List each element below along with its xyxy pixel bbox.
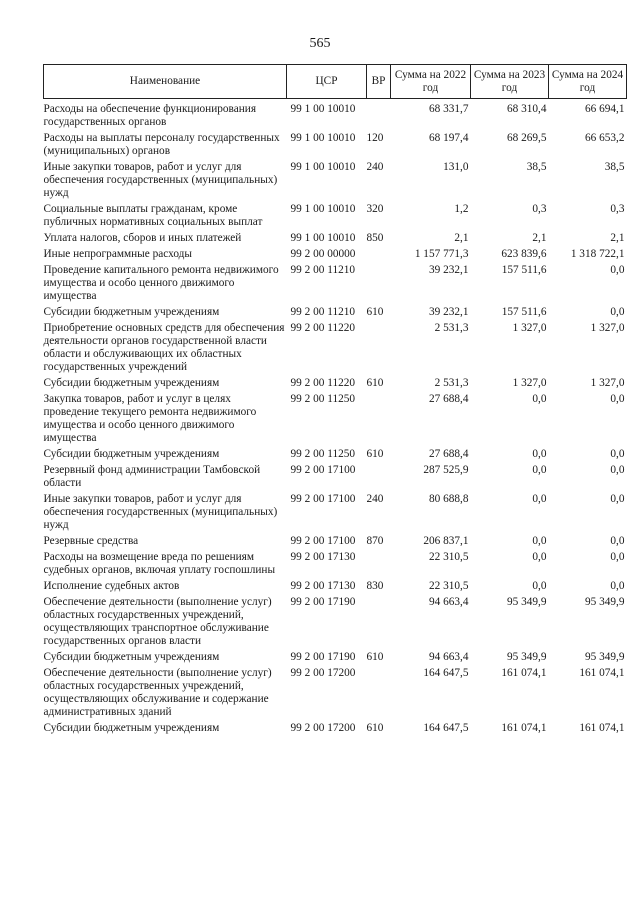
- row-sum-2023: 0,0: [532, 535, 547, 547]
- table-row: [44, 132, 627, 161]
- row-sum-2023: 95 349,9: [506, 596, 547, 608]
- row-sum-2022: 39 232,1: [428, 264, 469, 276]
- row-csr: 99 2 00 17200: [290, 667, 356, 679]
- row-sum-2023: 0,3: [532, 203, 547, 215]
- row-sum-2024: 0,0: [610, 493, 625, 505]
- row-sum-2022: 94 663,4: [428, 596, 469, 608]
- row-sum-2023: 2,1: [532, 232, 547, 244]
- row-csr: 99 2 00 17190: [290, 651, 356, 663]
- row-csr: 99 1 00 10010: [290, 161, 356, 173]
- row-sum-2022: 287 525,9: [423, 464, 469, 476]
- row-vr: 850: [366, 232, 384, 244]
- row-name: Обеспечение деятельности (выполнение услуг) областных государственных учреждений, осуществляющих транспортное обслуживание государственных органов власти: [43, 596, 272, 647]
- row-csr: 99 1 00 10010: [290, 132, 356, 144]
- row-vr: 870: [366, 535, 384, 547]
- row-sum-2023: 161 074,1: [501, 667, 547, 679]
- row-sum-2022: 39 232,1: [428, 306, 469, 318]
- row-sum-2022: 94 663,4: [428, 651, 469, 663]
- row-vr: 610: [366, 448, 384, 460]
- row-vr: 610: [366, 651, 384, 663]
- row-sum-2023: 95 349,9: [506, 651, 547, 663]
- row-name: Субсидии бюджетным учреждениям: [43, 651, 220, 663]
- row-name: Расходы на выплаты персоналу государственных (муниципальных) органов: [43, 132, 280, 157]
- row-sum-2024: 1 327,0: [590, 322, 625, 334]
- row-sum-2023: 0,0: [532, 393, 547, 405]
- row-sum-2024: 95 349,9: [584, 651, 625, 663]
- table-row: [44, 248, 627, 264]
- row-csr: 99 2 00 11250: [290, 393, 356, 405]
- row-sum-2024: 0,0: [610, 306, 625, 318]
- row-sum-2023: 38,5: [526, 161, 547, 173]
- row-vr: 240: [366, 161, 384, 173]
- row-csr: 99 2 00 17100: [290, 493, 356, 505]
- row-sum-2023: 623 839,6: [501, 248, 547, 260]
- row-sum-2022: 164 647,5: [423, 722, 469, 734]
- row-sum-2023: 0,0: [532, 448, 547, 460]
- row-sum-2022: 27 688,4: [428, 448, 469, 460]
- budget-table: [43, 64, 627, 738]
- row-name: Закупка товаров, работ и услуг в целях проведение текущего ремонта недвижимого имущества и особо ценного движимого имущества: [43, 393, 257, 444]
- row-name: Социальные выплаты гражданам, кроме публичных нормативных социальных выплат: [43, 203, 263, 228]
- header-csr: ЦСР: [287, 65, 367, 99]
- table-row: [44, 667, 627, 722]
- row-sum-2022: 27 688,4: [428, 393, 469, 405]
- table-row: [44, 722, 627, 738]
- table-row: [44, 448, 627, 464]
- header-sum-2022: Сумма на 2022 год: [391, 65, 471, 99]
- row-vr: 610: [366, 306, 384, 318]
- row-sum-2024: 0,0: [610, 535, 625, 547]
- row-vr: [367, 551, 391, 580]
- table-row: [44, 264, 627, 306]
- row-sum-2024: 0,3: [610, 203, 625, 215]
- table-row: [44, 580, 627, 596]
- row-csr: 99 1 00 10010: [290, 203, 356, 215]
- row-sum-2024: 2,1: [610, 232, 625, 244]
- row-sum-2023: 1 327,0: [512, 322, 547, 334]
- row-sum-2023: 157 511,6: [501, 306, 547, 318]
- row-sum-2023: 161 074,1: [501, 722, 547, 734]
- row-sum-2024: 95 349,9: [584, 596, 625, 608]
- row-name: Расходы на обеспечение функционирования государственных органов: [43, 103, 257, 128]
- row-csr: 99 2 00 11220: [290, 377, 356, 389]
- row-sum-2022: 22 310,5: [428, 580, 469, 592]
- row-vr: 240: [366, 493, 384, 505]
- row-csr: 99 2 00 17200: [290, 722, 356, 734]
- header-name: Наименование: [44, 65, 287, 99]
- row-name: Уплата налогов, сборов и иных платежей: [43, 232, 242, 244]
- table-body: [44, 99, 627, 739]
- row-csr: 99 1 00 10010: [290, 232, 356, 244]
- row-vr: 830: [366, 580, 384, 592]
- table-row: [44, 99, 627, 133]
- row-vr: 120: [366, 132, 384, 144]
- table-row: [44, 232, 627, 248]
- row-csr: 99 2 00 11250: [290, 448, 356, 460]
- row-name: Резервный фонд администрации Тамбовской области: [43, 464, 261, 489]
- row-vr: [367, 667, 391, 722]
- row-sum-2022: 206 837,1: [423, 535, 469, 547]
- row-name: Иные закупки товаров, работ и услуг для обеспечения государственных (муниципальных) нужд: [43, 493, 278, 531]
- row-sum-2022: 1,2: [454, 203, 469, 215]
- row-sum-2024: 66 653,2: [584, 132, 625, 144]
- row-vr: [367, 322, 391, 377]
- row-name: Субсидии бюджетным учреждениям: [43, 448, 220, 460]
- row-sum-2024: 0,0: [610, 464, 625, 476]
- row-sum-2023: 0,0: [532, 551, 547, 563]
- row-sum-2024: 1 318 722,1: [570, 248, 625, 260]
- row-sum-2022: 22 310,5: [428, 551, 469, 563]
- row-csr: 99 2 00 17130: [290, 580, 356, 592]
- row-vr: 320: [366, 203, 384, 215]
- header-row: [44, 65, 627, 99]
- header-sum-2024: Сумма на 2024 год: [549, 65, 627, 99]
- table-row: [44, 535, 627, 551]
- row-csr: 99 2 00 17100: [290, 535, 356, 547]
- row-sum-2022: 80 688,8: [428, 493, 469, 505]
- row-csr: 99 2 00 11210: [290, 306, 356, 318]
- row-sum-2022: 2,1: [454, 232, 469, 244]
- row-name: Иные непрограммные расходы: [43, 248, 193, 260]
- row-csr: 99 2 00 17130: [290, 551, 356, 563]
- row-sum-2023: 68 269,5: [506, 132, 547, 144]
- row-sum-2023: 1 327,0: [512, 377, 547, 389]
- row-csr: 99 2 00 11210: [290, 264, 356, 276]
- row-sum-2024: 0,0: [610, 393, 625, 405]
- row-name: Приобретение основных средств для обеспечения деятельности органов государственной власти области и обслуживающих их областных государственных учреждений: [43, 322, 285, 373]
- table-row: [44, 203, 627, 232]
- row-name: Субсидии бюджетным учреждениям: [43, 377, 220, 389]
- row-sum-2024: 1 327,0: [590, 377, 625, 389]
- row-vr: 610: [366, 722, 384, 734]
- row-csr: 99 1 00 10010: [290, 103, 356, 115]
- table-row: [44, 393, 627, 448]
- row-sum-2023: 0,0: [532, 493, 547, 505]
- row-sum-2024: 0,0: [610, 264, 625, 276]
- row-sum-2022: 2 531,3: [434, 322, 469, 334]
- row-vr: [367, 248, 391, 264]
- row-name: Резервные средства: [43, 535, 139, 547]
- table-row: [44, 651, 627, 667]
- row-sum-2024: 161 074,1: [579, 667, 625, 679]
- table-row: [44, 306, 627, 322]
- row-name: Исполнение судебных актов: [43, 580, 180, 592]
- row-vr: [367, 393, 391, 448]
- row-sum-2022: 68 197,4: [428, 132, 469, 144]
- table-row: [44, 493, 627, 535]
- row-csr: 99 2 00 00000: [290, 248, 356, 260]
- table-row: [44, 464, 627, 493]
- row-sum-2023: 0,0: [532, 464, 547, 476]
- row-name: Субсидии бюджетным учреждениям: [43, 722, 220, 734]
- row-sum-2022: 164 647,5: [423, 667, 469, 679]
- row-sum-2022: 131,0: [443, 161, 469, 173]
- row-sum-2023: 68 310,4: [506, 103, 547, 115]
- row-sum-2023: 0,0: [532, 580, 547, 592]
- table-row: [44, 551, 627, 580]
- row-name: Проведение капитального ремонта недвижимого имущества и особо ценного движимого имущества: [43, 264, 279, 302]
- row-name: Иные закупки товаров, работ и услуг для обеспечения государственных (муниципальных) нужд: [43, 161, 278, 199]
- table-row: [44, 322, 627, 377]
- row-sum-2022: 2 531,3: [434, 377, 469, 389]
- row-name: Расходы на возмещение вреда по решениям судебных органов, включая уплату госпошлины: [43, 551, 276, 576]
- row-sum-2023: 157 511,6: [501, 264, 547, 276]
- row-sum-2024: 66 694,1: [584, 103, 625, 115]
- row-csr: 99 2 00 11220: [290, 322, 356, 334]
- table-header: [44, 65, 627, 99]
- row-sum-2022: 68 331,7: [428, 103, 469, 115]
- row-sum-2024: 0,0: [610, 448, 625, 460]
- header-vr: ВР: [367, 65, 391, 99]
- table-row: [44, 161, 627, 203]
- page-number: 565: [309, 36, 331, 51]
- row-sum-2022: 1 157 771,3: [414, 248, 469, 260]
- row-sum-2024: 0,0: [610, 551, 625, 563]
- table-row: [44, 596, 627, 651]
- row-sum-2024: 0,0: [610, 580, 625, 592]
- row-csr: 99 2 00 17190: [290, 596, 356, 608]
- row-vr: 610: [366, 377, 384, 389]
- row-name: Обеспечение деятельности (выполнение услуг) областных государственных учреждений, осуществляющих обслуживание и содержание административных зданий: [43, 667, 272, 718]
- table-row: [44, 377, 627, 393]
- row-csr: 99 2 00 17100: [290, 464, 356, 476]
- row-vr: [367, 596, 391, 651]
- row-vr: [367, 464, 391, 493]
- row-sum-2024: 161 074,1: [579, 722, 625, 734]
- row-name: Субсидии бюджетным учреждениям: [43, 306, 220, 318]
- row-vr: [367, 99, 391, 133]
- header-sum-2023: Сумма на 2023 год: [471, 65, 549, 99]
- row-vr: [367, 264, 391, 306]
- row-sum-2024: 38,5: [604, 161, 625, 173]
